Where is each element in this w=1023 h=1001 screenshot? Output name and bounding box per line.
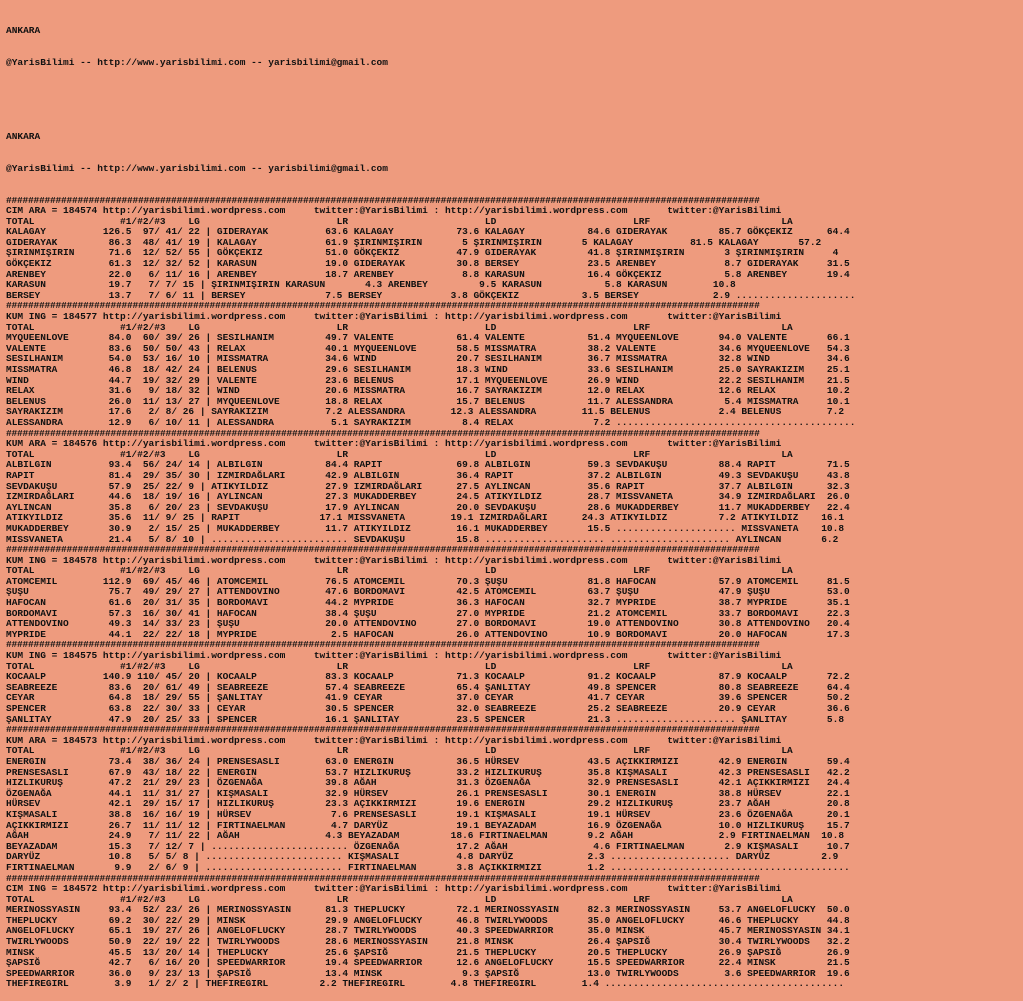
horse-row: THEFIREGIRL 3.9 1/ 2/ 2 | THEFIREGIRL 2.2 THEFIREGIRL 4.8 THEFIREGIRL 1.4 .......................................... <box>6 978 845 990</box>
horse-row: GÖKÇEKIZ 61.3 12/ 32/ 52 | KARASUN 19.0 GIDERAYAK 30.8 BERSEY 23.5 ARENBEY 8.7 GIDERAYAK 31.5 <box>6 258 850 270</box>
horse-row: MINSK 45.5 13/ 20/ 14 | THEPLUCKY 25.6 ŞAPSIĞ 21.5 THEPLUCKY 20.5 THEPLUCKY 26.9 ŞAPSIĞ 26.9 <box>6 946 850 958</box>
horse-row: ANGELOFLUCKY 65.1 19/ 27/ 26 | ANGELOFLUCKY 28.7 TWIRLYWOODS 40.3 SPEEDWARRIOR 35.0 MINSK 45.7 MERINOSSYASIN 34.1 <box>6 925 850 937</box>
horse-row: ATOMCEMIL 112.9 69/ 45/ 46 | ATOMCEMIL 76.5 ATOMCEMIL 70.3 ŞUŞU 81.8 HAFOCAN 57.9 ATOMCEMIL 81.5 <box>6 575 850 587</box>
horse-row: AÇIKKIRMIZI 26.7 11/ 11/ 12 | FIRTINAELMAN 4.7 DARYÜZ 19.1 BEYAZADAM 16.9 ÖZGENAĞA 10.0 HIZLIKURUŞ 15.7 <box>6 819 850 831</box>
horse-row: SEVDAKUŞU 57.9 25/ 22/ 9 | ATIKYILDIZ 27.9 IZMIRDAĞLARI 27.5 AYLINCAN 35.6 RAPIT 37.7 ALBILGIN 32.3 <box>6 480 850 492</box>
horse-row: MYPRIDE 44.1 22/ 22/ 18 | MYPRIDE 2.5 HAFOCAN 26.0 ATTENDOVINO 10.9 BORDOMAVI 20.0 HAFOCAN 17.3 <box>6 628 850 640</box>
column-header: TOTAL #1/#2/#3 LG LR LD LRF LA <box>6 215 793 227</box>
header-contact: @YarisBilimi -- http://www.yarisbilimi.com -- yarisbilimi@gmail.com <box>6 56 388 68</box>
horse-row: THEPLUCKY 69.2 30/ 22/ 29 | MINSK 29.9 ANGELOFLUCKY 46.8 TWIRLYWOODS 35.0 ANGELOFLUCKY 46.6 THEPLUCKY 44.8 <box>6 914 850 926</box>
column-header: TOTAL #1/#2/#3 LG LR LD LRF LA <box>6 321 793 333</box>
header-city-repeat: ANKARA <box>6 130 41 142</box>
horse-row: ŞANLITAY 47.9 20/ 25/ 33 | SPENCER 16.1 ŞANLITAY 23.5 SPENCER 21.3 ..................... ŞANLITAY 5.8 <box>6 713 845 725</box>
horse-row: ŞAPSIĞ 42.7 6/ 16/ 20 | SPEEDWARRIOR 19.4 SPEEDWARRIOR 12.6 ANGELOFLUCKY 15.5 SPEEDWARRIOR 22.4 MINSK 21.5 <box>6 957 850 969</box>
horse-row: BELENUS 26.0 11/ 13/ 27 | MYQUEENLOVE 18.8 RELAX 15.7 BELENUS 11.7 ALESSANDRA 5.4 MISSMATRA 10.1 <box>6 395 850 407</box>
horse-row: ÖZGENAĞA 44.1 11/ 31/ 27 | KIŞMASALI 32.9 HÜRSEV 26.1 PRENSESASLI 30.1 ENERGIN 38.8 HÜRSEV 22.1 <box>6 787 850 799</box>
race-header: KUM ING = 184577 http://yarisbilimi.wordpress.com twitter:@YarisBilimi : http://yarisbilimi.wordpress.com twitter:@YarisBilimi <box>6 311 782 323</box>
horse-row: BORDOMAVI 57.3 16/ 30/ 41 | HAFOCAN 38.4 ŞUŞU 27.0 MYPRIDE 21.2 ATOMCEMIL 33.7 BORDOMAVI 22.3 <box>6 607 850 619</box>
horse-row: CEYAR 64.8 18/ 29/ 55 | ŞANLITAY 41.9 CEYAR 37.0 CEYAR 41.7 CEYAR 39.6 SPENCER 50.2 <box>6 692 850 704</box>
horse-row: SAYRAKIZIM 17.6 2/ 8/ 26 | SAYRAKIZIM 7.2 ALESSANDRA 12.3 ALESSANDRA 11.5 BELENUS 2.4 BELENUS 7.2 <box>6 406 845 418</box>
horse-row: KALAGAY 126.5 97/ 41/ 22 | GIDERAYAK 63.6 KALAGAY 73.6 KALAGAY 84.6 GIDERAYAK 85.7 GÖKÇEKIZ 64.4 <box>6 226 850 238</box>
horse-row: BERSEY 13.7 7/ 6/ 11 | BERSEY 7.5 BERSEY 3.8 GÖKÇEKIZ 3.5 BERSEY 2.9 ..................... <box>6 289 856 301</box>
section-separator: ######################################################################################################################################### <box>6 427 760 439</box>
horse-row: GIDERAYAK 86.3 48/ 41/ 19 | KALAGAY 61.9 ŞIRINMIŞIRIN 5 ŞIRINMIŞIRIN 5 KALAGAY 81.5 KALAGAY 57.2 <box>6 236 822 248</box>
section-separator: ######################################################################################################################################### <box>6 724 760 736</box>
column-header: TOTAL #1/#2/#3 LG LR LD LRF LA <box>6 660 793 672</box>
race-header: CIM ING = 184572 http://yarisbilimi.wordpress.com twitter:@YarisBilimi : http://yarisbilimi.wordpress.com twitter:@YarisBilimi <box>6 883 782 895</box>
horse-row: BEYAZADAM 15.3 7/ 12/ 7 | ........................ ÖZGENAĞA 17.2 AĞAH 4.6 FIRTINAELMAN 2.9 KIŞMASALI 10.7 <box>6 840 850 852</box>
horse-row: TWIRLYWOODS 50.9 22/ 19/ 22 | TWIRLYWOODS 28.6 MERINOSSYASIN 21.8 MINSK 26.4 ŞAPSIĞ 30.4 TWIRLYWOODS 32.2 <box>6 936 850 948</box>
horse-row: SESILHANIM 54.0 53/ 16/ 10 | MISSMATRA 34.6 WIND 20.7 SESILHANIM 36.7 MISSMATRA 32.8 WIND 34.6 <box>6 353 850 365</box>
header-city: ANKARA <box>6 25 41 37</box>
horse-row: HIZLIKURUŞ 47.2 21/ 29/ 23 | ÖZGENAĞA 39.8 AĞAH 31.3 ÖZGENAĞA 32.9 PRENSESASLI 42.1 AÇIKKIRMIZI 24.4 <box>6 777 850 789</box>
horse-row: ATIKYILDIZ 35.6 11/ 9/ 25 | RAPIT 17.1 MISSVANETA 19.1 IZMIRDAĞLARI 24.3 ATIKYILDIZ 7.2 ATIKYILDIZ 16.1 <box>6 512 845 524</box>
horse-row: SPENCER 63.8 22/ 30/ 33 | CEYAR 30.5 SPENCER 32.0 SEABREEZE 25.2 SEABREEZE 20.9 CEYAR 36.6 <box>6 703 850 714</box>
horse-row: KOCAALP 140.9 110/ 45/ 20 | KOCAALP 83.3 KOCAALP 71.3 KOCAALP 91.2 KOCAALP 87.9 KOCAALP 72.2 <box>6 671 850 683</box>
race-header: CIM ARA = 184574 http://yarisbilimi.wordpress.com twitter:@YarisBilimi : http://yarisbilimi.wordpress.com twitter:@YarisBilimi <box>6 205 782 217</box>
horse-row: RELAX 31.6 9/ 18/ 32 | WIND 20.6 MISSMATRA 16.7 SAYRAKIZIM 12.0 RELAX 12.6 RELAX 10.2 <box>6 385 850 397</box>
horse-row: MISSMATRA 46.8 18/ 42/ 24 | BELENUS 29.6 SESILHANIM 18.3 WIND 33.6 SESILHANIM 25.0 SAYRAKIZIM 25.1 <box>6 364 850 375</box>
column-header: TOTAL #1/#2/#3 LG LR LD LRF LA <box>6 565 793 577</box>
horse-row: MUKADDERBEY 30.9 2/ 15/ 25 | MUKADDERBEY 11.7 ATIKYILDIZ 16.1 MUKADDERBEY 15.5 ..................... MISSVANETA 10.8 <box>6 522 845 534</box>
horse-row: KIŞMASALI 38.8 16/ 16/ 19 | HÜRSEV 7.6 PRENSESASLI 19.1 KIŞMASALI 19.1 HÜRSEV 23.6 ÖZGENAĞA 20.1 <box>6 808 850 820</box>
section-separator: ######################################################################################################################################### <box>6 872 760 884</box>
column-header: TOTAL #1/#2/#3 LG LR LD LRF LA <box>6 893 793 905</box>
horse-row: ATTENDOVINO 49.3 14/ 33/ 23 | ŞUŞU 20.0 ATTENDOVINO 27.0 BORDOMAVI 19.0 ATTENDOVINO 30.8 ATTENDOVINO 20.4 <box>6 618 850 630</box>
race-header: KUM ING = 184575 http://yarisbilimi.wordpress.com twitter:@YarisBilimi : http://yarisbilimi.wordpress.com twitter:@YarisBilimi <box>6 650 782 662</box>
horse-row: VALENTE 83.6 50/ 50/ 43 | RELAX 40.1 MYQUEENLOVE 58.5 MISSMATRA 38.2 VALENTE 34.6 MYQUEENLOVE 54.3 <box>6 342 850 354</box>
horse-row: AĞAH 24.9 7/ 11/ 22 | AĞAH 4.3 BEYAZADAM 18.6 FIRTINAELMAN 9.2 AĞAH 2.9 FIRTINAELMAN 10.8 <box>6 830 845 842</box>
horse-row: DARYÜZ 10.8 5/ 5/ 8 | ........................ KIŞMASALI 4.8 DARYÜZ 2.3 ..................... DARYÜZ 2.9 <box>6 851 839 863</box>
section-separator: ######################################################################################################################################### <box>6 639 760 651</box>
header-contact-repeat: @YarisBilimi -- http://www.yarisbilimi.com -- yarisbilimi@gmail.com <box>6 162 388 174</box>
horse-row: MERINOSSYASIN 93.4 52/ 23/ 26 | MERINOSSYASIN 81.3 THEPLUCKY 72.1 MERINOSSYASIN 82.3 MERINOSSYASIN 53.7 ANGELOFLUCKY 50.0 <box>6 904 850 916</box>
horse-row: WIND 44.7 19/ 32/ 29 | VALENTE 23.6 BELENUS 17.1 MYQUEENLOVE 26.9 WIND 22.2 SESILHANIM 21.5 <box>6 374 850 386</box>
horse-row: ARENBEY 22.0 6/ 11/ 16 | ARENBEY 18.7 ARENBEY 8.8 KARASUN 16.4 GÖKÇEKIZ 5.8 ARENBEY 19.4 <box>6 268 850 280</box>
horse-row: KARASUN 19.7 7/ 7/ 15 | ŞIRINMIŞIRIN KARASUN 4.3 ARENBEY 9.5 KARASUN 5.8 KARASUN 10.8 <box>6 279 736 291</box>
horse-row: ŞIRINMIŞIRIN 71.6 12/ 52/ 55 | GÖKÇEKIZ 51.0 GÖKÇEKIZ 47.9 GIDERAYAK 41.8 ŞIRINMIŞIRIN 3 ŞIRINMIŞIRIN 4 <box>6 247 839 259</box>
horse-row: HÜRSEV 42.1 29/ 15/ 17 | HIZLIKURUŞ 23.3 AÇIKKIRMIZI 19.6 ENERGIN 29.2 HIZLIKURUŞ 23.7 AĞAH 20.8 <box>6 798 850 810</box>
horse-row: MYQUEENLOVE 84.0 60/ 39/ 26 | SESILHANIM 49.7 VALENTE 61.4 VALENTE 51.4 MYQUEENLOVE 94.0 VALENTE 66.1 <box>6 332 850 344</box>
horse-row: SEABREEZE 83.6 20/ 61/ 49 | SEABREEZE 57.4 SEABREEZE 65.4 ŞANLITAY 49.8 SPENCER 80.8 SEABREEZE 64.4 <box>6 681 850 693</box>
horse-row: PRENSESASLI 67.9 43/ 18/ 22 | ENERGIN 53.7 HIZLIKURUŞ 33.2 HIZLIKURUŞ 35.8 KIŞMASALI 42.3 PRENSESASLI 42.2 <box>6 766 850 778</box>
race-header: KUM ING = 184578 http://yarisbilimi.wordpress.com twitter:@YarisBilimi : http://yarisbilimi.wordpress.com twitter:@YarisBilimi <box>6 554 782 566</box>
column-header: TOTAL #1/#2/#3 LG LR LD LRF LA <box>6 448 793 460</box>
horse-row: ENERGIN 73.4 38/ 36/ 24 | PRENSESASLI 63.0 ENERGIN 36.5 HÜRSEV 43.5 AÇIKKIRMIZI 42.9 ENERGIN 59.4 <box>6 755 850 767</box>
race-report-lines <box>6 196 1023 991</box>
column-header: TOTAL #1/#2/#3 LG LR LD LRF LA <box>6 745 793 757</box>
horse-row: AYLINCAN 35.8 6/ 20/ 23 | SEVDAKUŞU 17.9 AYLINCAN 20.0 SEVDAKUŞU 28.6 MUKADDERBEY 11.7 MUKADDERBEY 22.4 <box>6 501 850 513</box>
race-header: KUM ARA = 184576 http://yarisbilimi.wordpress.com twitter:@YarisBilimi : http://yarisbilimi.wordpress.com twitter:@YarisBilimi <box>6 438 782 450</box>
horse-row: IZMIRDAĞLARI 44.6 18/ 19/ 16 | AYLINCAN 27.3 MUKADDERBEY 24.5 ATIKYILDIZ 28.7 MISSVANETA 34.9 IZMIRDAĞLARI 26.0 <box>6 491 850 503</box>
header-gap <box>6 90 1023 111</box>
section-separator: ######################################################################################################################################### <box>6 544 760 556</box>
section-separator: ######################################################################################################################################### <box>6 300 760 312</box>
horse-row: SPEEDWARRIOR 36.0 9/ 23/ 13 | ŞAPSIĞ 13.4 MINSK 9.3 ŞAPSIĞ 13.0 TWIRLYWOODS 3.6 SPEEDWARRIOR 19.6 <box>6 967 850 979</box>
race-header: KUM ARA = 184573 http://yarisbilimi.wordpress.com twitter:@YarisBilimi : http://yarisbilimi.wordpress.com twitter:@YarisBilimi <box>6 734 782 746</box>
section-separator: ######################################################################################################################################### <box>6 194 760 206</box>
horse-row: ŞUŞU 75.7 49/ 29/ 27 | ATTENDOVINO 47.6 BORDOMAVI 42.5 ATOMCEMIL 63.7 ŞUŞU 47.9 ŞUŞU 53.0 <box>6 586 850 598</box>
horse-row: HAFOCAN 61.6 20/ 31/ 35 | BORDOMAVI 44.2 MYPRIDE 36.3 HAFOCAN 32.7 MYPRIDE 38.7 MYPRIDE 35.1 <box>6 597 850 609</box>
horse-row: ALBILGIN 93.4 56/ 24/ 14 | ALBILGIN 84.4 RAPIT 69.8 ALBILGIN 59.3 SEVDAKUŞU 88.4 RAPIT 71.5 <box>6 459 850 471</box>
horse-row: ALESSANDRA 12.9 6/ 10/ 11 | ALESSANDRA 5.1 SAYRAKIZIM 8.4 RELAX 7.2 .......................................... <box>6 416 856 428</box>
horse-row: MISSVANETA 21.4 5/ 8/ 10 | ........................ SEVDAKUŞU 15.8 ..................... ..................... AYLINCAN 6.2 <box>6 533 839 545</box>
horse-row: RAPIT 81.4 29/ 35/ 30 | IZMIRDAĞLARI 42.9 ALBILGIN 36.4 RAPIT 37.2 ALBILGIN 49.3 SEVDAKUŞU 43.8 <box>6 469 850 481</box>
horse-row: FIRTINAELMAN 9.9 2/ 6/ 9 | ........................ FIRTINAELMAN 3.8 AÇIKKIRMIZI 1.2 .......................................... <box>6 861 850 873</box>
